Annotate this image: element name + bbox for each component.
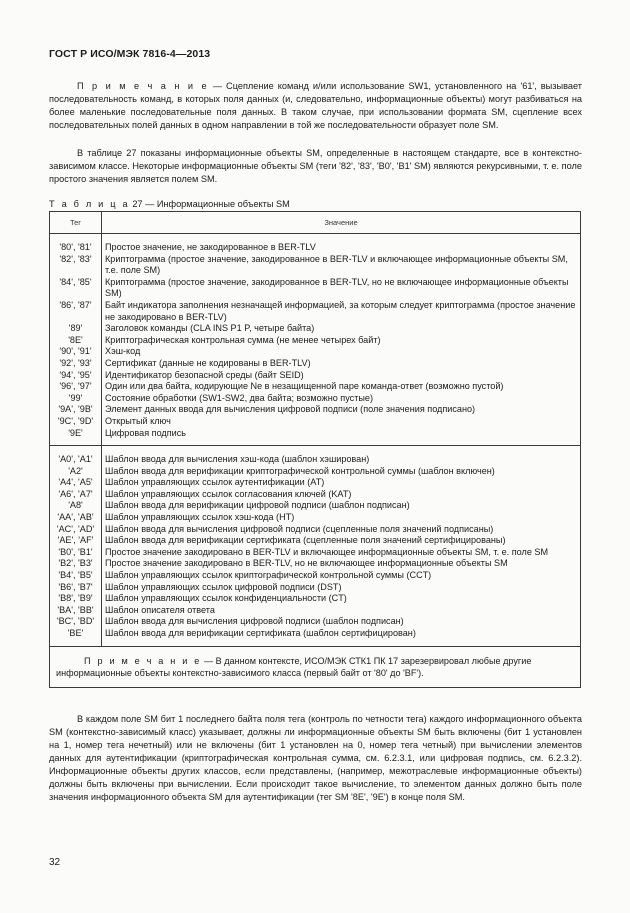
value-cell: Шаблон управляющих ссылок цифровой подписи (DST) — [102, 582, 581, 594]
tag-cell: 'A0', 'A1' — [50, 446, 102, 466]
table-row — [50, 358, 581, 370]
value-cell: Шаблон ввода для вычисления хэш-кода (шаблон хэширован) — [102, 446, 581, 466]
table-row — [50, 466, 581, 478]
tag-cell: '86', '87' — [50, 300, 102, 323]
tag-cell: 'AC', 'AD' — [50, 524, 102, 536]
table-row — [50, 370, 581, 382]
tag-cell: '92', '93' — [50, 358, 102, 370]
table-caption-label: Т а б л и ц а — [49, 199, 130, 209]
tag-cell: 'B8', 'B9' — [50, 593, 102, 605]
table-row — [50, 535, 581, 547]
table-row — [50, 254, 581, 277]
intro-paragraph: В таблице 27 показаны информационные объекты SM, определенные в настоящем стандарте, все в контекстно-зависимом классе. Некоторые информационные объекты SM (теги '82', '83', 'B0', 'B1' SM) являются рекурсивными, т. е. поле простого значения является полем SM. — [49, 148, 582, 184]
value-cell: Простое значение закодировано в BER-TLV, но не включающее информационные объекты SM — [102, 558, 581, 570]
value-cell: Состояние обработки (SW1-SW2, два байта; возможно пустые) — [102, 393, 581, 405]
tag-cell: '90', '91' — [50, 346, 102, 358]
value-cell: Шаблон ввода для верификации сертификата (сцепленные поля значений сертифицированы) — [102, 535, 581, 547]
table-row — [50, 512, 581, 524]
tag-cell: '9C', '9D' — [50, 416, 102, 428]
tag-cell: '94', '95' — [50, 370, 102, 382]
table-row — [50, 524, 581, 536]
table-row — [50, 300, 581, 323]
value-cell: Шаблон ввода для верификации сертификата (шаблон сертифицирован) — [102, 628, 581, 646]
table-row — [50, 416, 581, 428]
table-row — [50, 593, 581, 605]
table-row — [50, 477, 581, 489]
table-row — [50, 605, 581, 617]
table-row — [50, 489, 581, 501]
tag-cell: 'AA', 'AB' — [50, 512, 102, 524]
value-cell: Байт индикатора заполнения незначащей информацией, за которым следует криптограмма (простое значение не закодировано в BER-TLV) — [102, 300, 581, 323]
value-cell: Простое значение, не закодированное в BER-TLV — [102, 234, 581, 254]
tag-cell: 'A2' — [50, 466, 102, 478]
value-cell: Простое значение закодировано в BER-TLV и включающее информационные объекты SM, т. е. поле SM — [102, 547, 581, 559]
table-row — [50, 381, 581, 393]
page-number: 32 — [49, 857, 61, 868]
value-cell: Один или два байта, кодирующие Ne в незащищенной паре команда-ответ (возможно пустой) — [102, 381, 581, 393]
table-caption — [49, 199, 290, 209]
value-cell: Заголовок команды (CLA INS P1 P, четыре байта) — [102, 323, 581, 335]
tag-cell: '84', '85' — [50, 277, 102, 300]
table-note-text: — В данном контексте, ИСО/МЭК СТК1 ПК 17 зарезервировал любые другие информационные объекты контекстно-зависимого класса (первый байт от '80' до 'BF'). — [56, 655, 532, 678]
table-row — [50, 335, 581, 347]
value-cell: Шаблон ввода для верификации криптографической контрольной суммы (шаблон включен) — [102, 466, 581, 478]
table-row — [50, 428, 581, 446]
note-label: П р и м е ч а н и е — [77, 81, 209, 91]
value-cell: Криптограмма (простое значение, закодированное в BER-TLV и включающее информационные объекты SM, т.е. поле SM) — [102, 254, 581, 277]
value-cell: Открытый ключ — [102, 416, 581, 428]
value-cell: Сертификат (данные не кодированы в BER-TLV) — [102, 358, 581, 370]
table-note-cell — [50, 646, 581, 687]
note-text: — Сцепление команд и/или использование SW1, установленного на '61', вызывает последовательность команд, в которых поля данных (и, следовательно, информационные объекты) могут разбиваться на более маленькие последовательные поля данных. В таком случае, при использовании формата SM, сцепление всех последовательных полей данных в одном направлении в той же последовательности образует поле SM. — [49, 81, 582, 130]
table-caption-text: 27 — Информационные объекты SM — [129, 199, 290, 209]
tag-cell: 'A6', 'A7' — [50, 489, 102, 501]
table-row — [50, 547, 581, 559]
tag-cell: 'A8' — [50, 500, 102, 512]
tag-cell: '80', '81' — [50, 234, 102, 254]
tag-cell: '9E' — [50, 428, 102, 446]
table-row — [50, 558, 581, 570]
table-row — [50, 628, 581, 646]
value-cell: Идентификатор безопасной среды (байт SEID) — [102, 370, 581, 382]
table-row — [50, 234, 581, 254]
sm-objects-table — [49, 211, 581, 688]
tag-cell: 'BE' — [50, 628, 102, 646]
body-paragraph: В каждом поле SM бит 1 последнего байта поля тега (контроль по четности тега) каждого информационного объекта SM (контекстно-зависимый класс) указывает, должны ли информационные объекты SM быть включены (бит 1 установлен на 1, номер тега нечетный) или не включены (бит 1 установлен на 0, номер тега четный) при вычислении элементов данных для аутентификации (криптографическая контрольная сумма, см. 6.2.3.1, или цифровая подпись, см. 6.2.3.2). Информационные объекты других классов, если представлены, (например, межотраслевые информационные объекты) должны быть включены при вычислении. Если происходит такое вычисление, то элементом данных должно быть поле значения информационного объекта SM для аутентификации (тег SM '8E', '9E') в конце поля SM. — [49, 714, 582, 802]
tag-cell: 'B0', 'B1' — [50, 547, 102, 559]
value-cell: Шаблон управляющих ссылок согласования ключей (KAT) — [102, 489, 581, 501]
value-cell: Шаблон управляющих ссылок хэш-кода (HT) — [102, 512, 581, 524]
tag-cell: 'A4', 'A5' — [50, 477, 102, 489]
table-note-row — [50, 646, 581, 687]
column-header-value: Значение — [102, 212, 581, 234]
table-row — [50, 616, 581, 628]
value-cell: Шаблон ввода для вычисления цифровой подписи (шаблон подписан) — [102, 616, 581, 628]
table-row — [50, 446, 581, 466]
tag-cell: '96', '97' — [50, 381, 102, 393]
table-row — [50, 404, 581, 416]
table-row — [50, 346, 581, 358]
value-cell: Шаблон ввода для вычисления цифровой подписи (сцепленные поля значений подписаны) — [102, 524, 581, 536]
tag-cell: 'B2', 'B3' — [50, 558, 102, 570]
value-cell: Элемент данных ввода для вычисления цифровой подписи (поле значения подписано) — [102, 404, 581, 416]
table-row — [50, 277, 581, 300]
value-cell: Шаблон управляющих ссылок криптографической контрольной суммы (CCT) — [102, 570, 581, 582]
table-body — [50, 234, 581, 688]
tag-cell: 'B4', 'B5' — [50, 570, 102, 582]
table-row — [50, 323, 581, 335]
tag-cell: '82', '83' — [50, 254, 102, 277]
value-cell: Цифровая подпись — [102, 428, 581, 446]
value-cell: Хэш-код — [102, 346, 581, 358]
table-note-label: П р и м е ч а н и е — [84, 655, 202, 666]
column-header-tag: Тег — [50, 212, 102, 234]
tag-cell: 'BC', 'BD' — [50, 616, 102, 628]
tag-cell: 'AE', 'AF' — [50, 535, 102, 547]
value-cell: Криптограмма (простое значение, закодированное в BER-TLV, но не включающее информационные объекты SM) — [102, 277, 581, 300]
page-header: ГОСТ Р ИСО/МЭК 7816-4—2013 — [49, 48, 211, 60]
table-row — [50, 570, 581, 582]
table-note — [56, 655, 574, 679]
tag-cell: '9A', '9B' — [50, 404, 102, 416]
value-cell: Шаблон управляющих ссылок аутентификации (AT) — [102, 477, 581, 489]
note-paragraph — [49, 80, 582, 132]
tag-cell: '8E' — [50, 335, 102, 347]
table-row — [50, 500, 581, 512]
value-cell: Шаблон управляющих ссылок конфиденциальности (CT) — [102, 593, 581, 605]
tag-cell: '99' — [50, 393, 102, 405]
table-row — [50, 393, 581, 405]
table-row — [50, 582, 581, 594]
value-cell: Криптографическая контрольная сумма (не менее четырех байт) — [102, 335, 581, 347]
tag-cell: 'B6', 'B7' — [50, 582, 102, 594]
tag-cell: '89' — [50, 323, 102, 335]
tag-cell: 'BA', 'BB' — [50, 605, 102, 617]
value-cell: Шаблон описателя ответа — [102, 605, 581, 617]
value-cell: Шаблон ввода для верификации цифровой подписи (шаблон подписан) — [102, 500, 581, 512]
